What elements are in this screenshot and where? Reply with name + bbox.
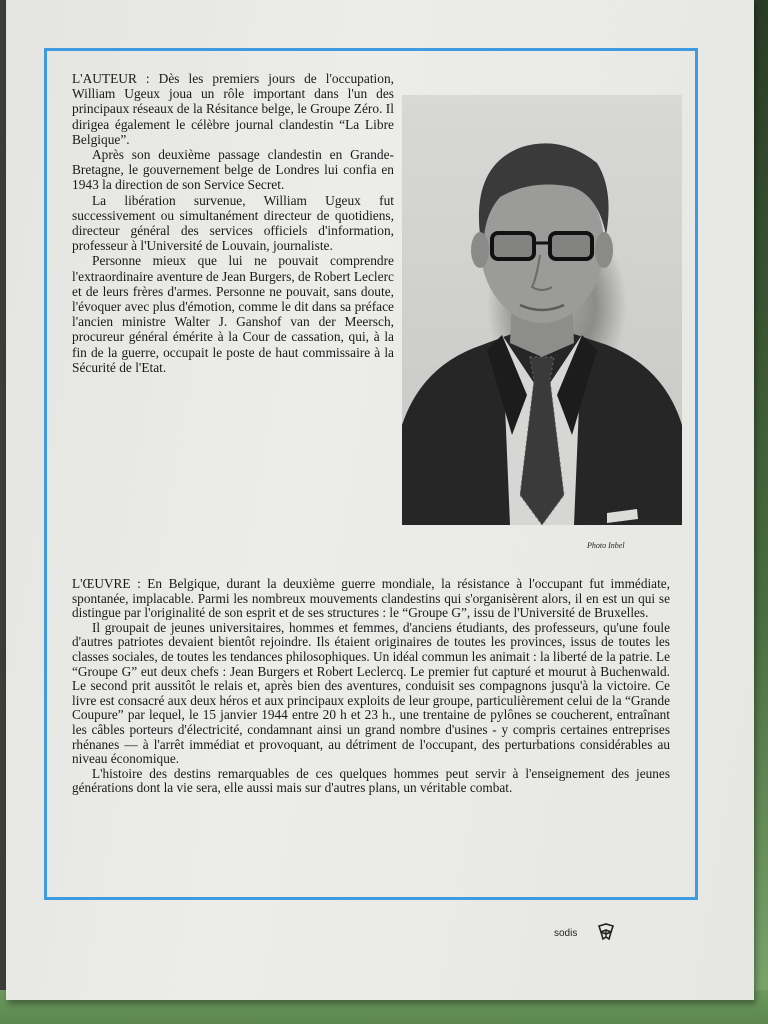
sodis-logo-icon <box>596 922 616 942</box>
oeuvre-paragraph: Il groupait de jeunes universitaires, hommes et femmes, d'anciens étudiants, des professeurs, qu'une foule d'autres patriotes devaient bientôt rejoindre. Ils étaient originaires de toutes les provinces, issus de toutes les classes sociales, de toutes les tendances philosophiques. Un idéal commun les animait : la liberté de la patrie. Le “Groupe G” eut deux chefs : Jean Burgers et Robert Leclercq. Le premier fut capturé et mourut à Buchenwald. Le second prit aussitôt le relais et, après bien des aventures, conduisit ses compagnons jusqu'à la victoire. Ce livre est consacré aux deux héros et aux principaux exploits de leur groupe, particulièrement celui de la “Grande Coupure” par lequel, le 15 janvier 1944 entre 20 h et 23 h., une trentaine de pylônes se coucherent, entraînant les câbles porteurs d'électricité, condamnant ainsi un grand nombre d'usines - y compris certaines entreprises rhénanes — à l'arrêt immédiat et provoquant, au détriment de l'occupant, des perturbations considérables au niveau économique. <box>72 619 670 767</box>
oeuvre-paragraph: L'ŒUVRE : En Belgique, durant la deuxième guerre mondiale, la résistance à l'occupant fut immédiate, spontanée, implacable. Parmi les nombreux mouvements clandestins qui s'organisèrent alors, il en est un qui se distingue par l'originalité de son esprit et de ses structures : le “Groupe G”, issu de l'Université de Bruxelles. <box>72 576 670 621</box>
background-wall <box>752 0 768 1024</box>
oeuvre-section <box>72 577 670 796</box>
author-portrait-photo <box>402 95 682 525</box>
photo-credit: Photo Inbel <box>587 541 625 550</box>
author-paragraph: L'AUTEUR : Dès les premiers jours de l'occupation, William Ugeux joua un rôle important dans l'un des principaux réseaux de la Résitance belge, le Groupe Zéro. Il dirigea également le célèbre journal clandestin “La Libre Belgique”. <box>72 71 394 147</box>
publisher-name: sodis <box>554 928 578 939</box>
oeuvre-paragraph: L'histoire des destins remarquables de ces quelques hommes peut servir à l'enseignement des jeunes générations dont la vie sera, elle aussi mais sur d'autres plans, un véritable combat. <box>72 765 670 796</box>
portrait-illustration <box>402 95 682 525</box>
book-back-cover <box>6 0 754 1000</box>
author-section <box>72 71 394 375</box>
author-paragraph: Après son deuxième passage clandestin en Grande-Bretagne, le gouvernement belge de Londres lui confia en 1943 la direction de son Service Secret. <box>72 147 394 193</box>
author-paragraph: Personne mieux que lui ne pouvait comprendre l'extraordinaire aventure de Jean Burgers, de Robert Leclerc et de leurs frères d'armes. Personne ne pouvait, sans doute, l'évoquer avec plus d'émotion, comme le dit dans sa préface l'ancien ministre Walter J. Ganshof van der Meersch, procureur général émérite à la Cour de cassation, qui, à la fin de la guerre, occupait le poste de haut commissaire à la Sécurité de l'Etat. <box>72 253 394 375</box>
blue-border-frame <box>44 48 698 900</box>
author-paragraph: La libération survenue, William Ugeux fut successivement ou simultanément directeur de quotidiens, directeur général des services officiels d'information, professeur à l'Université de Louvain, journaliste. <box>72 192 394 254</box>
